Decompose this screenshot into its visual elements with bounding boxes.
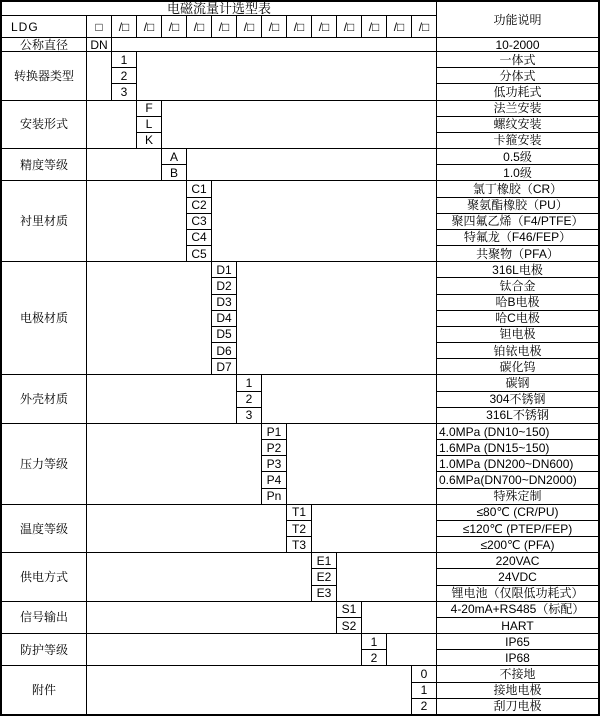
option-code-cell: C2 [187,198,211,213]
spacer-cell [87,52,111,100]
option-code-cell: F [137,101,161,116]
option-function-cell: 碳钢 [437,375,598,390]
option-function-cell: 低功耗式 [437,84,598,99]
option-code-cell: P3 [262,456,286,471]
spacer-cell [137,52,436,100]
option-code-cell: L [137,117,161,132]
spacer-cell [87,634,361,665]
model-slot-cell: /□ [187,16,211,37]
option-code-cell: T2 [287,521,311,536]
option-code-cell: C1 [187,181,211,196]
option-function-cell: 螺纹安装 [437,117,598,132]
option-code-cell: 1 [237,375,261,390]
spacer-cell [87,424,261,504]
category-label: 压力等级 [2,424,86,504]
option-code-cell: C3 [187,214,211,229]
model-slot-cell: /□ [387,16,411,37]
option-function-cell: ≤80℃ (CR/PU) [437,505,598,520]
option-function-cell: 接地电极 [437,683,598,698]
option-function-cell: 4-20mA+RS485（标配） [437,602,598,617]
option-function-cell: 24VDC [437,569,598,584]
diameter-label: 公称直径 [2,38,86,51]
option-code-cell: D1 [212,262,236,277]
option-code-cell: D4 [212,311,236,326]
option-function-cell: 220VAC [437,553,598,568]
diameter-code-cell: DN [87,38,111,51]
option-code-cell: A [162,149,186,164]
diameter-function-cell: 10-2000 [437,38,598,51]
option-code-cell: 3 [237,408,261,423]
option-function-cell: 锂电池（仅限低功耗式） [437,586,598,601]
option-code-cell: 2 [237,392,261,407]
option-code-cell: T1 [287,505,311,520]
spacer-cell [87,602,336,633]
option-function-cell: 聚氨酯橡胶（PU） [437,198,598,213]
option-function-cell: 氯丁橡胶（CR） [437,181,598,196]
option-function-cell: 1.0MPa (DN200~DN600) [437,456,598,471]
option-code-cell: Pn [262,489,286,504]
option-code-cell: S2 [337,618,361,633]
option-code-cell: 3 [112,84,136,99]
model-slot-cell: /□ [312,16,336,37]
option-function-cell: 0.5级 [437,149,598,164]
spacer-cell [387,634,436,665]
spacer-cell [162,101,436,149]
option-function-cell: 特氟龙（F46/FEP） [437,230,598,245]
spacer-cell [87,505,286,553]
category-label: 安装形式 [2,101,86,149]
option-code-cell: 2 [112,68,136,83]
spacer-cell [287,424,436,504]
option-function-cell: 316L电极 [437,262,598,277]
option-function-cell: 钛合金 [437,278,598,293]
option-function-cell: 4.0MPa (DN10~150) [437,424,598,439]
option-function-cell: 一体式 [437,52,598,67]
option-function-cell: 铂铱电极 [437,343,598,358]
category-label: 转换器类型 [2,52,86,100]
option-function-cell: 共聚物（PFA） [437,246,598,261]
option-function-cell: HART [437,618,598,633]
model-slot-cell: /□ [112,16,136,37]
option-function-cell: 哈B电极 [437,295,598,310]
option-code-cell: 1 [412,683,436,698]
option-function-cell: IP65 [437,634,598,649]
option-function-cell: 聚四氟乙烯（F4/PTFE） [437,214,598,229]
option-code-cell: 0 [412,666,436,681]
model-slot-cell: /□ [287,16,311,37]
spacer-cell [87,262,211,374]
option-function-cell: 哈C电极 [437,311,598,326]
option-code-cell: P1 [262,424,286,439]
option-function-cell: ≤200℃ (PFA) [437,537,598,552]
model-slot-cell: /□ [412,16,436,37]
spacer-cell [237,262,436,374]
option-function-cell: 卡箍安装 [437,133,598,148]
model-slot-cell: /□ [162,16,186,37]
option-function-cell: 316L不锈钢 [437,408,598,423]
option-code-cell: C4 [187,230,211,245]
spacer-cell [87,101,136,149]
option-function-cell: 钽电极 [437,327,598,342]
option-code-cell: 2 [412,699,436,714]
category-label: 附件 [2,666,86,714]
model-slot-cell: /□ [137,16,161,37]
spacer-cell [87,181,186,261]
spacer-cell [87,666,411,714]
option-code-cell: E2 [312,569,336,584]
category-label: 温度等级 [2,505,86,553]
spacer-cell [87,375,236,423]
option-code-cell: D6 [212,343,236,358]
option-function-cell: 1.0级 [437,165,598,180]
option-function-cell: 分体式 [437,68,598,83]
option-code-cell: T3 [287,537,311,552]
option-function-cell: 1.6MPa (DN15~150) [437,440,598,455]
category-label: 供电方式 [2,553,86,601]
option-code-cell: 2 [362,650,386,665]
spacer-cell [87,149,161,180]
option-code-cell: C5 [187,246,211,261]
option-code-cell: 1 [112,52,136,67]
option-function-cell: ≤120℃ (PTEP/FEP) [437,521,598,536]
model-prefix: LDG [2,16,86,37]
option-function-cell: 304不锈钢 [437,392,598,407]
spacer-cell [337,553,436,601]
model-slot-cell: /□ [262,16,286,37]
model-slot-cell: /□ [362,16,386,37]
option-function-cell: 不接地 [437,666,598,681]
category-label: 衬里材质 [2,181,86,261]
table-title: 电磁流量计选型表 [2,2,436,15]
option-function-cell: 碳化钨 [437,359,598,374]
spacer-cell [187,149,436,180]
option-code-cell: D7 [212,359,236,374]
spacer-cell [212,181,436,261]
spacer-cell [112,38,436,51]
model-slot-cell: /□ [337,16,361,37]
option-function-cell: 法兰安装 [437,101,598,116]
category-label: 外壳材质 [2,375,86,423]
spacer-cell [87,553,311,601]
option-code-cell: P2 [262,440,286,455]
option-code-cell: S1 [337,602,361,617]
category-label: 电极材质 [2,262,86,374]
option-code-cell: D2 [212,278,236,293]
option-function-cell: IP68 [437,650,598,665]
option-code-cell: K [137,133,161,148]
option-function-cell: 0.6MPa(DN700~DN2000) [437,472,598,487]
option-code-cell: P4 [262,472,286,487]
option-code-cell: E3 [312,586,336,601]
option-code-cell: B [162,165,186,180]
option-code-cell: D3 [212,295,236,310]
option-function-cell: 特殊定制 [437,489,598,504]
spacer-cell [262,375,436,423]
option-function-cell: 刮刀电极 [437,699,598,714]
category-label: 信号输出 [2,602,86,633]
function-header: 功能说明 [437,2,598,37]
model-slot-cell: /□ [212,16,236,37]
model-lead-box: □ [87,16,111,37]
option-code-cell: E1 [312,553,336,568]
spacer-cell [312,505,436,553]
category-label: 精度等级 [2,149,86,180]
model-slot-cell: /□ [237,16,261,37]
spacer-cell [362,602,436,633]
category-label: 防护等级 [2,634,86,665]
option-code-cell: D5 [212,327,236,342]
option-code-cell: 1 [362,634,386,649]
